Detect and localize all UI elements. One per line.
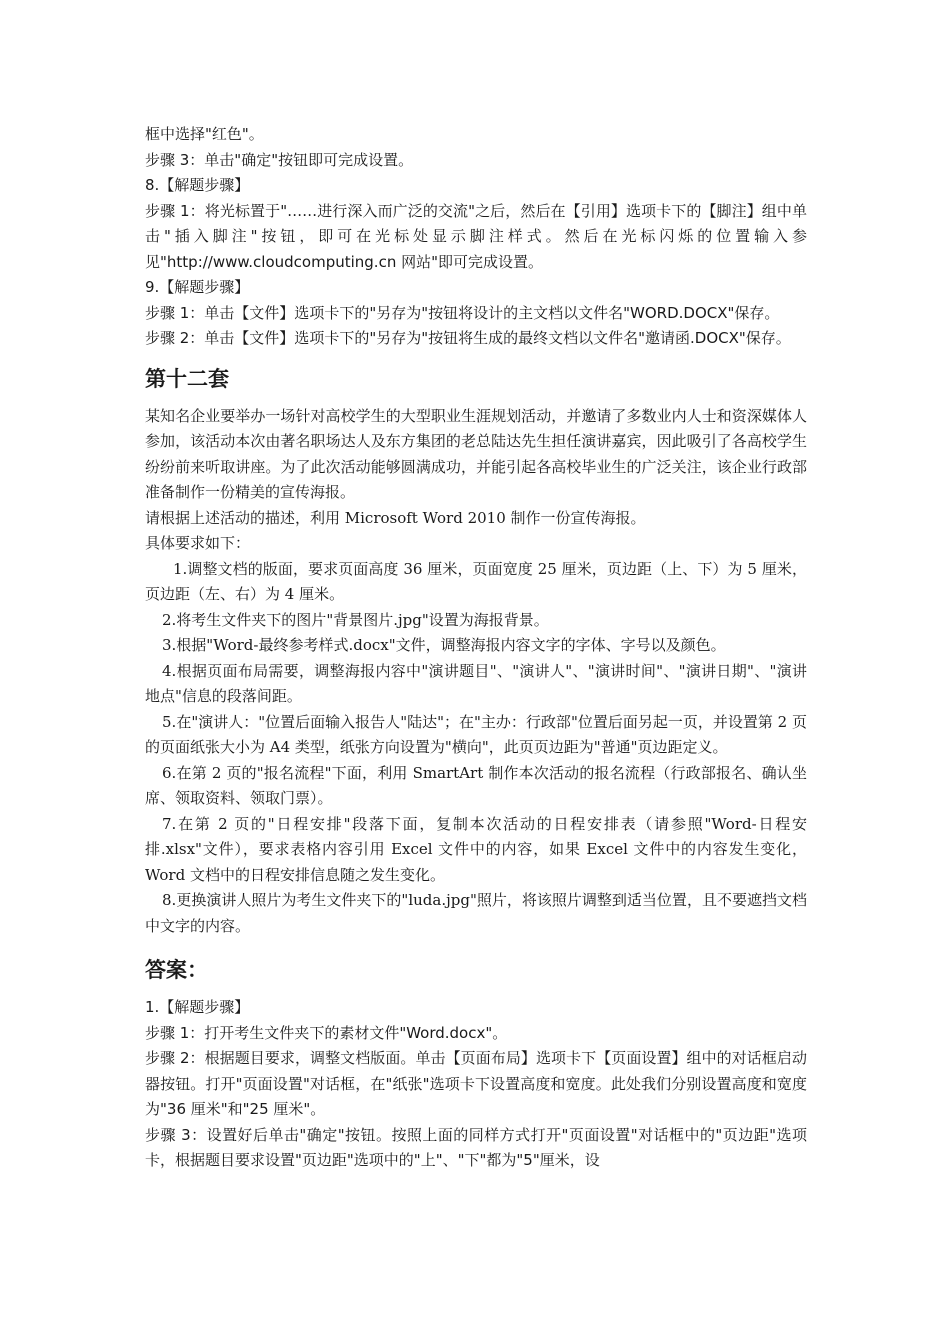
requirement-item: 1.调整文档的版面，要求页面高度 36 厘米，页面宽度 25 厘米，页边距（上、下）为 5 厘米，页边距（左、右）为 4 厘米。	[145, 559, 807, 603]
answer-paragraph: 1.【解题步骤】	[145, 998, 250, 1016]
requirement-item: 2.将考生文件夹下的图片"背景图片.jpg"设置为海报背景。	[162, 610, 549, 629]
requirement-item: 3.根据"Word-最终参考样式.docx"文件，调整海报内容文字的字体、字号以及颜色。	[162, 636, 726, 654]
paragraph: 步骤 2：单击【文件】选项卡下的"另存为"按钮将生成的最终文档以文件名"邀请函.DOCX"保存。	[145, 329, 791, 347]
answer-paragraph: 步骤 1：打开考生文件夹下的素材文件"Word.docx"。	[145, 1023, 508, 1042]
intro-paragraph: 具体要求如下：	[145, 534, 251, 552]
paragraph: 步骤 1：单击【文件】选项卡下的"另存为"按钮将设计的主文档以文件名"WORD.DOCX"保存。	[145, 303, 780, 322]
requirement-item: 7.在第 2 页的"日程安排"段落下面，复制本次活动的日程安排表（请参照"Word-日程安排.xlsx"文件），要求表格内容引用 Excel 文件中的内容，如果 Excel 文件中的内容发生变化，Word 文档中的日程安排信息随之发生变化。	[145, 814, 807, 884]
requirement-item: 6.在第 2 页的"报名流程"下面，利用 SmartArt 制作本次活动的报名流程（行政部报名、确认坐席、领取资料、领取门票）。	[145, 763, 807, 807]
paragraph: 步骤 3：单击"确定"按钮即可完成设置。	[145, 150, 414, 169]
answer-paragraph: 步骤 3：设置好后单击"确定"按钮。按照上面的同样方式打开"页面设置"对话框中的"页边距"选项卡，根据题目要求设置"页边距"选项中的"上"、"下"都为"5"厘米，设	[145, 1125, 807, 1169]
intro-paragraph: 某知名企业要举办一场针对高校学生的大型职业生涯规划活动，并邀请了多数业内人士和资深媒体人参加，该活动本次由著名职场达人及东方集团的老总陆达先生担任演讲嘉宾，因此吸引了各高校学生纷纷前来听取讲座。为了此次活动能够圆满成功，并能引起各高校毕业生的广泛关注，该企业行政部准备制作一份精美的宣传海报。	[145, 406, 807, 501]
answer-paragraph: 步骤 2：根据题目要求，调整文档版面。单击【页面布局】选项卡下【页面设置】组中的对话框启动器按钮。打开"页面设置"对话框，在"纸张"选项卡下设置高度和宽度。此处我们分别设置高度和宽度为"36 厘米"和"25 厘米"。	[145, 1049, 807, 1118]
paragraph: 8.【解题步骤】	[145, 176, 250, 194]
requirement-item: 4.根据页面布局需要，调整海报内容中"演讲题目"、"演讲人"、"演讲时间"、"演讲日期"、"演讲地点"信息的段落间距。	[145, 661, 807, 705]
section-heading: 第十二套	[145, 366, 229, 391]
paragraph: 步骤 1：将光标置于"……进行深入而广泛的交流"之后，然后在【引用】选项卡下的【脚注】组中单击"插入脚注"按钮，即可在光标处显示脚注样式。然后在光标闪烁的位置输入参见"http://www.cloudcomputing.cn 网站"即可完成设置。	[145, 201, 807, 271]
intro-paragraph: 请根据上述活动的描述，利用 Microsoft Word 2010 制作一份宣传海报。	[145, 508, 646, 527]
answer-heading: 答案：	[145, 958, 208, 982]
paragraph: 框中选择"红色"。	[145, 125, 264, 143]
requirement-item: 5.在"演讲人："位置后面输入报告人"陆达"；在"主办：行政部"位置后面另起一页，并设置第 2 页的页面纸张大小为 A4 类型，纸张方向设置为"横向"，此页页边距为"普通"页边距定义。	[145, 712, 807, 756]
requirement-item: 8.更换演讲人照片为考生文件夹下的"luda.jpg"照片，将该照片调整到适当位置，且不要遮挡文档中文字的内容。	[145, 891, 807, 935]
paragraph: 9.【解题步骤】	[145, 278, 250, 296]
